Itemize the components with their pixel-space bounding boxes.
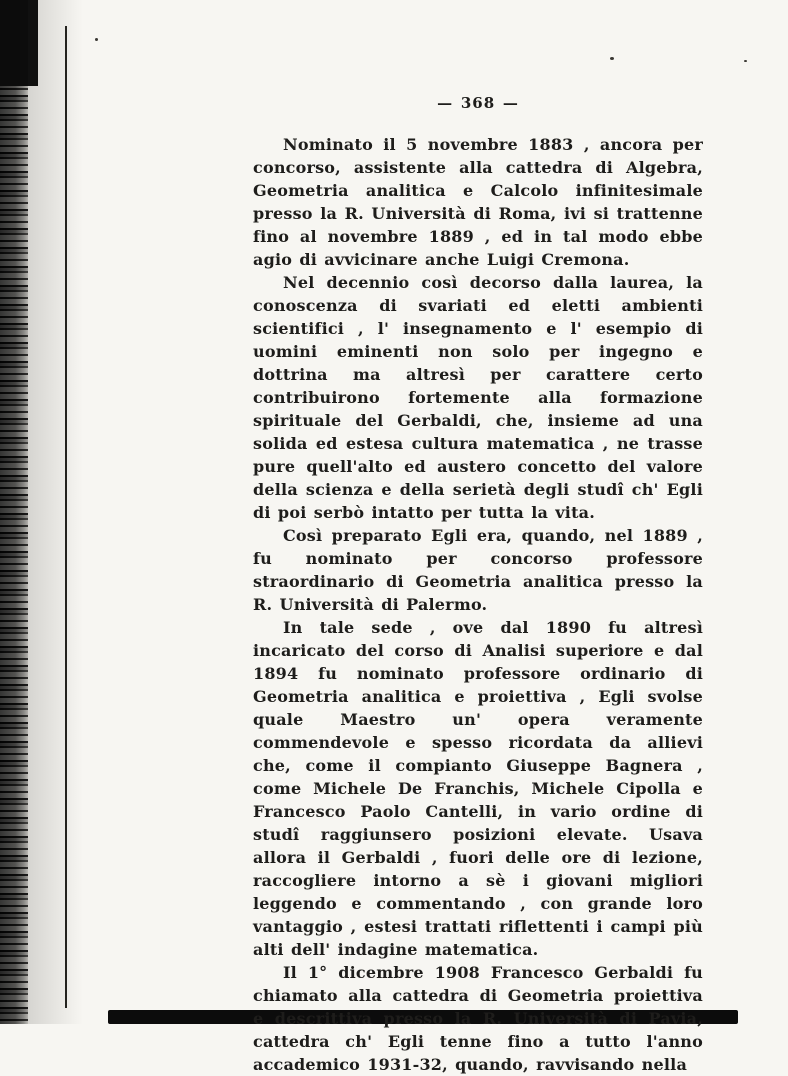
paragraph-4: In tale sede , ove dal 1890 fu altresì incaricato del corso di Analisi superiore e dal 1894 fu nominato professore ordinario di Geometria analitica e proiettiva , Egli svolse quale Maestro un' opera veramente commendevole e spesso ricordata da allievi che, come il compianto Giuseppe Bagnera , come Michele De Franchis, Michele Cipolla e Francesco Paolo Cantelli, in vario ordine di studî raggiunsero posizioni elevate. Usava allora il Gerbaldi , fuori delle ore di lezione, raccogliere intorno a sè i giovani migliori leggendo e commentando , con grande loro vantaggio , estesi trattati riflettenti i campi più alti dell' indagine matematica. — [253, 618, 703, 959]
scan-binding-edge — [0, 0, 28, 1024]
scan-speck — [610, 57, 614, 60]
page-content — [253, 92, 703, 1076]
scan-margin-line — [65, 26, 67, 1008]
paragraph-5: Il 1° dicembre 1908 Francesco Gerbaldi fu chiamato alla cattedra di Geometria proiettiva e descrittiva presso la R. Università di Pavia, cattedra ch' Egli tenne fino a tutto l'anno accademico 1931-32, quando, ravvisando nella — [253, 963, 703, 1074]
page-number: — 368 — — [437, 94, 519, 112]
scan-speck — [744, 60, 747, 62]
paragraph-1: Nominato il 5 novembre 1883 , ancora per concorso, assistente alla cattedra di Algebra, Geometria analitica e Calcolo infinitesimale presso la R. Università di Roma, ivi si trattenne fino al novembre 1889 , ed in tal modo ebbe agio di avvicinare anche Luigi Cremona. — [253, 135, 703, 269]
scan-edge-shadow — [28, 0, 83, 1024]
scan-speck — [95, 38, 98, 41]
paragraph-3: Così preparato Egli era, quando, nel 1889 , fu nominato per concorso professore straordinario di Geometria analitica presso la R. Università di Palermo. — [253, 526, 703, 614]
paragraph-2: Nel decennio così decorso dalla laurea, la conoscenza di svariati ed eletti ambienti scientifici , l' insegnamento e l' esempio di uomini eminenti non solo per ingegno e dottrina ma altresì per carattere certo contribuirono fortemente alla formazione spirituale del Gerbaldi, che, insieme ad una solida ed estesa cultura matematica , ne trasse pure quell'alto ed austero concetto del valore della scienza e della serietà degli studî ch' Egli di poi serbò intatto per tutta la vita. — [253, 273, 703, 522]
